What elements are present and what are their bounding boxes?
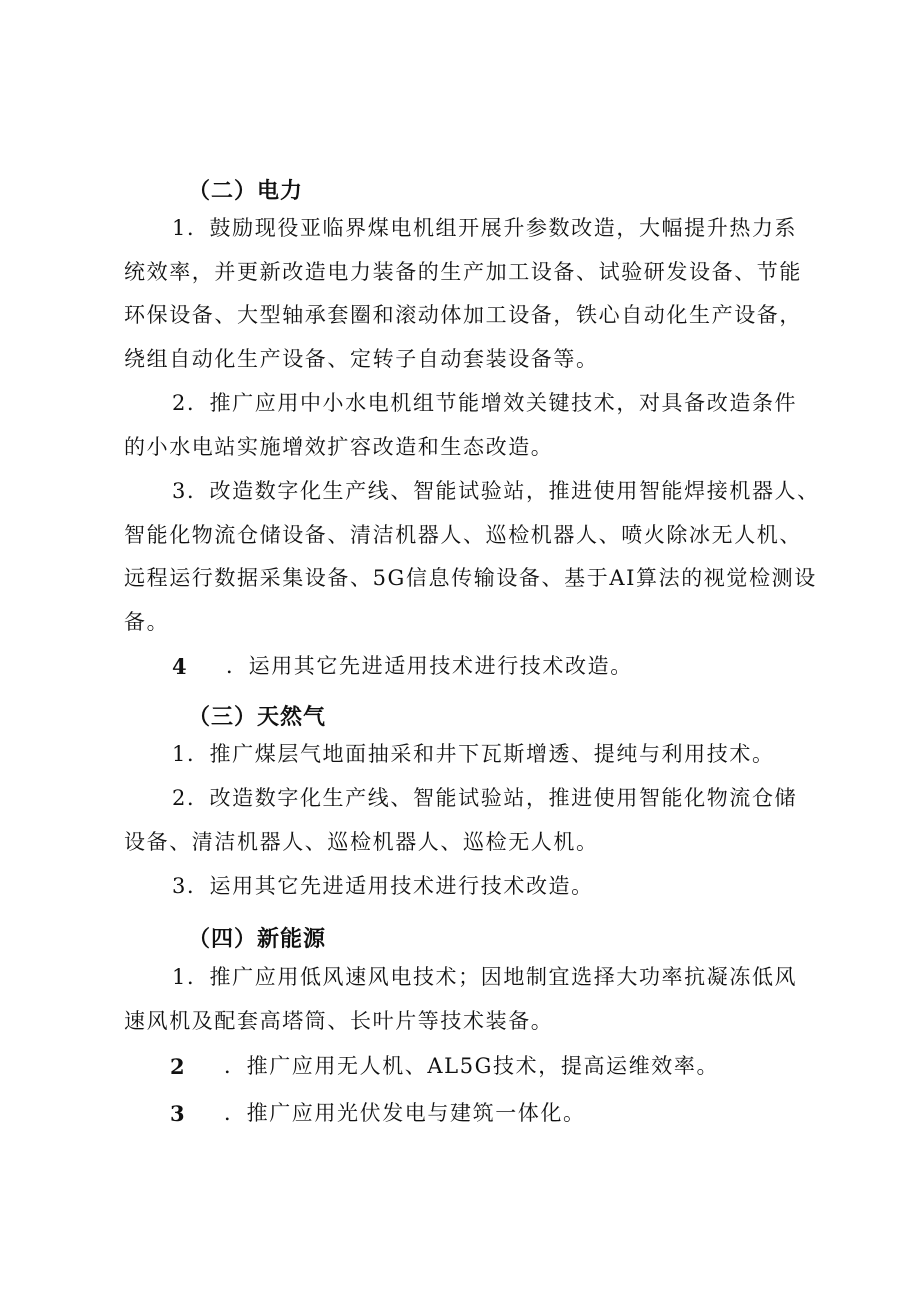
paragraph-line: 3．运用其它先进适用技术进行技术改造。 xyxy=(172,874,594,898)
paragraph-line: 环保设备、大型轴承套圈和滚动体加工设备，铁心自动化生产设备， xyxy=(124,303,802,327)
paragraph-line: 1．推广应用低风速风电技术；因地制宜选择大功率抗凝冻低风 xyxy=(172,965,798,989)
paragraph-line: ．推广应用光伏发电与建筑一体化。 xyxy=(224,1101,586,1125)
section-heading-natural-gas: （三）天然气 xyxy=(188,705,327,730)
paragraph-line: 的小水电站实施增效扩容改造和生态改造。 xyxy=(124,435,554,459)
paragraph-line: 绕组自动化生产设备、定转子自动套装设备等。 xyxy=(124,347,599,371)
paragraph-line: 1．鼓励现役亚临界煤电机组开展升参数改造，大幅提升热力系 xyxy=(172,216,798,240)
paragraph-line: 3．改造数字化生产线、智能试验站，推进使用智能焊接机器人、 xyxy=(172,479,820,503)
paragraph-line: 智能化物流仓储设备、清洁机器人、巡检机器人、喷火除冰无人机、 xyxy=(124,523,802,547)
item-number: 4 xyxy=(172,654,187,679)
paragraph-line: ．运用其它先进适用技术进行技术改造。 xyxy=(226,654,633,678)
item-number: 3 xyxy=(170,1101,185,1126)
paragraph-line: 2．推广应用中小水电机组节能增效关键技术，对具备改造条件 xyxy=(172,391,798,415)
paragraph-line: 备。 xyxy=(124,610,170,634)
section-heading-electricity: （二）电力 xyxy=(188,179,304,204)
paragraph-line: 2．改造数字化生产线、智能试验站，推进使用智能化物流仓储 xyxy=(172,786,798,810)
item-number: 2 xyxy=(170,1054,185,1079)
section-heading-new-energy: （四）新能源 xyxy=(188,927,327,952)
paragraph-line: 设备、清洁机器人、巡检机器人、巡检无人机。 xyxy=(124,830,599,854)
paragraph-line: ．推广应用无人机、AL5G技术，提高运维效率。 xyxy=(224,1054,720,1078)
paragraph-line: 远程运行数据采集设备、5G信息传输设备、基于AI算法的视觉检测设 xyxy=(124,566,817,590)
paragraph-line: 统效率，并更新改造电力装备的生产加工设备、试验研发设备、节能 xyxy=(124,260,802,284)
paragraph-line: 速风机及配套高塔筒、长叶片等技术装备。 xyxy=(124,1009,554,1033)
paragraph-line: 1．推广煤层气地面抽采和井下瓦斯增透、提纯与利用技术。 xyxy=(172,742,775,766)
